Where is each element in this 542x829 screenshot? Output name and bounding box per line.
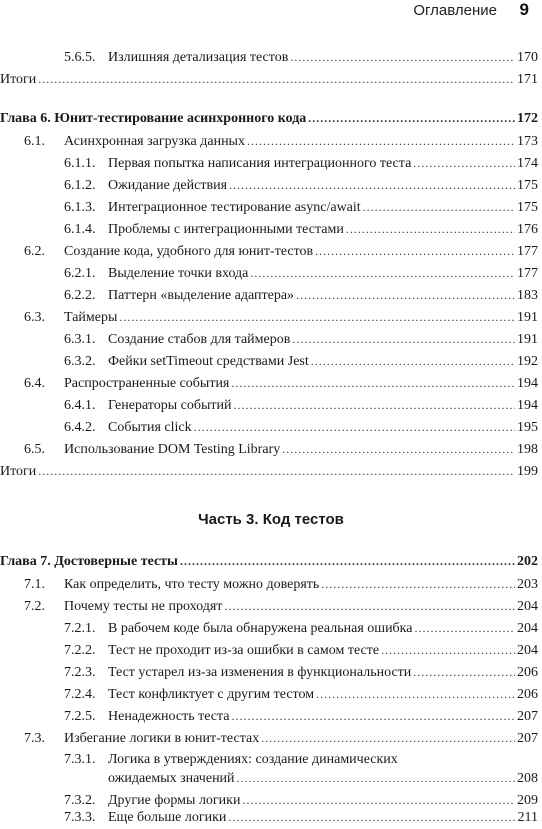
toc-entry [0,438,542,460]
toc-entry [0,394,542,416]
toc-entry-title: Тест не проходит из-за ошибки в самом тесте [108,643,380,658]
toc-entry-title: Избегание логики в юнит-тестах [64,731,260,746]
toc-entry-page: 191 [517,310,538,325]
toc-entry-title: Создание стабов для таймеров [108,332,291,347]
toc-entry-number: 6.1.1. [64,156,96,171]
toc-entry-title: Другие формы логики [108,793,241,808]
running-header [0,0,542,22]
toc-entry [0,727,542,749]
toc-entry-number: 7.3. [24,731,45,746]
toc-entry-page: 206 [517,665,538,680]
toc-entry-number: 6.1.2. [64,178,96,193]
toc-entry-number: 7.1. [24,577,45,592]
toc-entry-title: Создание кода, удобного для юнит-тестов [64,244,314,259]
toc-entry-page: 207 [517,731,538,746]
toc-entry-page: 198 [517,442,538,457]
toc-entry-title: Распространенные события [64,376,230,391]
toc-entry [0,240,542,262]
toc-entry-number: 5.6.5. [64,50,96,65]
toc-entry-number: 6.1. [24,134,45,149]
toc-entry-title: Еще больше логики [108,810,227,825]
toc-entry-title: Первая попытка написания интеграционного теста [108,156,412,171]
toc-entry [0,68,542,90]
header-page-number: 9 [519,0,529,19]
header-title: Оглавление [413,2,497,19]
toc-entry [0,460,542,482]
toc-entry-page: 194 [517,376,538,391]
toc-entry-page: 195 [517,420,538,435]
toc-entry-title: Итоги [0,72,37,87]
toc-entry-page: 177 [517,244,538,259]
toc-entry [0,46,542,68]
toc-entry-page: 192 [517,354,538,369]
toc-entry-page: 177 [517,266,538,281]
toc-entry-page: 204 [517,621,538,636]
toc-entry-number: 6.3.1. [64,332,96,347]
toc-entry-page: 174 [517,156,538,171]
toc-entry-number: 6.4. [24,376,45,391]
toc-entry [0,262,542,284]
toc-entry-title: Интеграционное тестирование async/await [108,200,361,215]
toc-entry-page: 199 [517,464,538,479]
toc-entry-page: 171 [517,72,538,87]
toc-entry-title: Почему тесты не проходят [64,599,223,614]
toc-entry [0,372,542,394]
toc-entry-number: 6.2. [24,244,45,259]
toc-entry-number: 6.4.1. [64,398,96,413]
toc-entry-title: В рабочем коде была обнаружена реальная ошибка [108,621,413,636]
toc-entry [0,617,542,639]
toc-entry-page: 208 [517,771,538,786]
toc-chapter-entry [0,107,542,129]
toc-entry-number: 6.4.2. [64,420,96,435]
toc-entry-page: 206 [517,687,538,702]
toc-entry-page: 170 [517,50,538,65]
toc-entry [0,416,542,438]
toc-entry-page: 175 [517,200,538,215]
toc-entry [0,218,542,240]
toc-entry [0,196,542,218]
toc-entry-page: 175 [517,178,538,193]
toc-entry [0,639,542,661]
toc-entry-page: 194 [517,398,538,413]
toc-entry [0,683,542,705]
toc-entry-page: 176 [517,222,538,237]
toc-entry [0,328,542,350]
toc-entry-number: 7.2.1. [64,621,96,636]
toc-entry-title: Фейки setTimeout средствами Jest [108,354,309,369]
toc-entry-page: 209 [517,793,538,808]
toc-entry-number: 6.5. [24,442,45,457]
toc-entry-title: Выделение точки входа [108,266,249,281]
toc-entry-page: 204 [517,599,538,614]
toc-entry-page: 203 [517,577,538,592]
toc-entry-page: 202 [517,554,538,569]
toc-entry-title: Излишняя детализация тестов [108,50,289,65]
toc-entry [0,174,542,196]
toc-entry-number: 6.2.2. [64,288,96,303]
toc-entry-page: 191 [517,332,538,347]
toc-entry-page: 183 [517,288,538,303]
toc-entry-title: Использование DOM Testing Library [64,442,281,457]
toc-entry-title: Как определить, что тесту можно доверять [64,577,320,592]
toc-entry-title: Таймеры [64,310,118,325]
toc-entry-title: Ожидание действия [108,178,228,193]
toc-chapter-title: Глава 7. Достоверные тесты [0,554,178,569]
toc-entry [0,661,542,683]
toc-entry [0,806,542,828]
toc-entry-title: События click [108,420,192,435]
toc-entry-page: 207 [517,709,538,724]
toc-entry-title: Итоги [0,464,37,479]
toc-entry-page: 211 [517,810,538,825]
toc-chapter-title: Глава 6. Юнит-тестирование асинхронного кода [0,111,307,126]
toc-entry [0,705,542,727]
toc-entry [0,152,542,174]
toc-entry-number: 6.3.2. [64,354,96,369]
toc-entry-number: 7.3.3. [64,810,96,825]
toc-entry-number: 6.1.3. [64,200,96,215]
toc-entry-title: ожидаемых значений [108,771,235,786]
toc-entry [0,306,542,328]
toc-entry [0,573,542,595]
toc-entry [0,130,542,152]
toc-entry-number: 7.2.4. [64,687,96,702]
toc-entry [0,284,542,306]
toc-entry-number: 6.2.1. [64,266,96,281]
toc-entry-title: Ненадежность теста [108,709,230,724]
part-heading: Часть 3. Код тестов [198,511,344,528]
toc-entry-page: 172 [517,111,538,126]
toc-entry-title: Тест устарел из-за изменения в функциональности [108,665,412,680]
toc-chapter-entry [0,550,542,572]
toc-entry-number: 6.1.4. [64,222,96,237]
toc-entry-title-line1: Логика в утверждениях: создание динамических [108,752,398,767]
toc-entry-number: 6.3. [24,310,45,325]
toc-entry-title: Паттерн «выделение адаптера» [108,288,295,303]
toc-entry-title: Генераторы событий [108,398,232,413]
toc-entry-page: 204 [517,643,538,658]
toc-entry-number: 7.2.5. [64,709,96,724]
toc-entry [0,595,542,617]
toc-entry-number: 7.2.3. [64,665,96,680]
toc-entry-page: 173 [517,134,538,149]
toc-entry-title: Тест конфликтует с другим тестом [108,687,315,702]
toc-entry-number: 7.2. [24,599,45,614]
toc-entry-number: 7.3.1. [64,752,96,767]
toc-entry [0,350,542,372]
toc-entry-title: Асинхронная загрузка данных [64,134,245,149]
toc-entry-title: Проблемы с интеграционными тестами [108,222,344,237]
toc-entry-number: 7.2.2. [64,643,96,658]
toc-entry [0,767,542,789]
toc-entry-number: 7.3.2. [64,793,96,808]
